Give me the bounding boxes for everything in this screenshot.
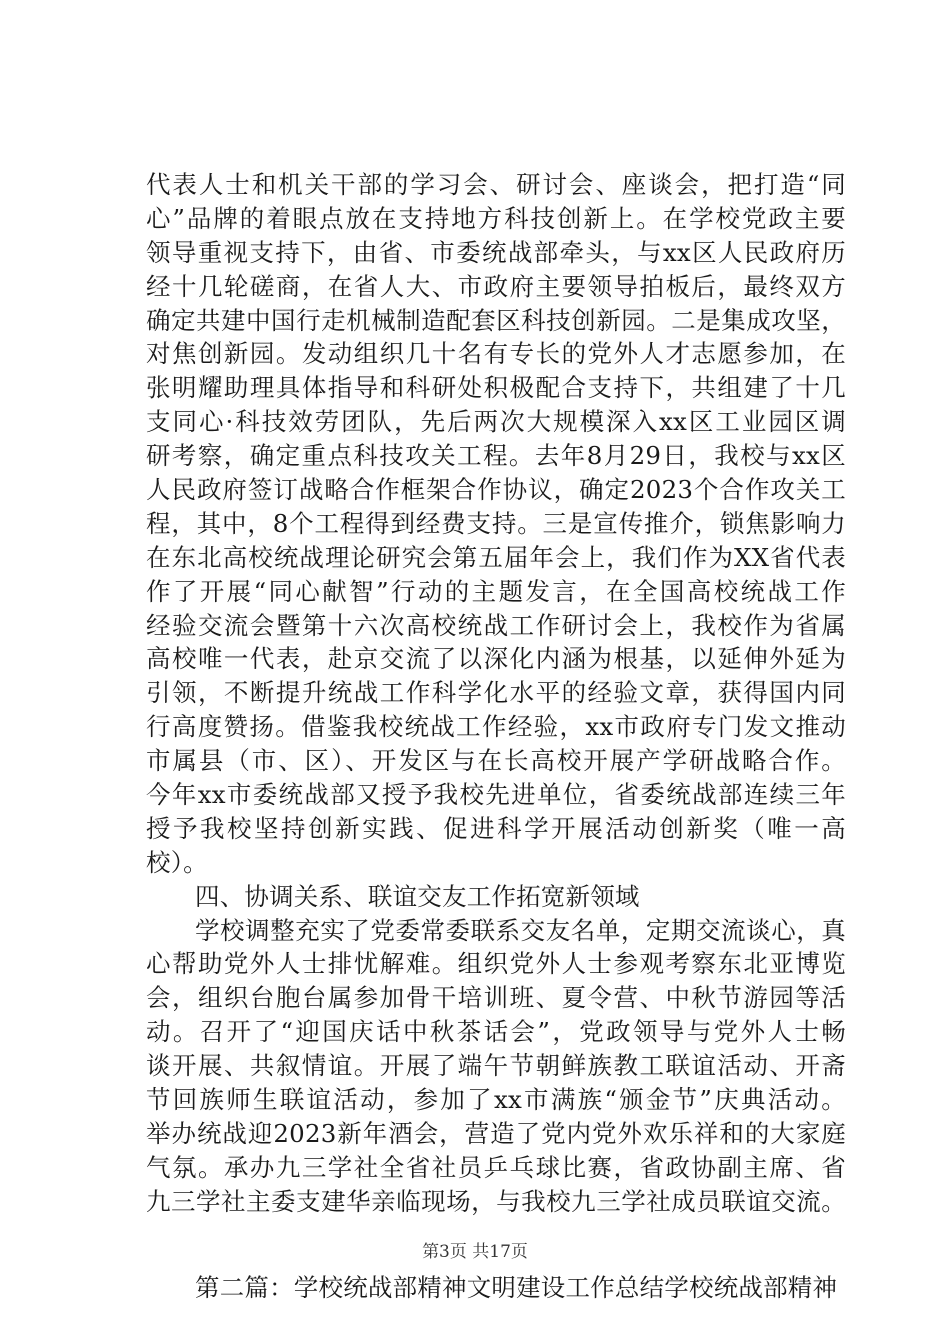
body-line: 高校唯一代表，赴京交流了以深化内涵为根基，以延伸外延为 <box>146 644 846 674</box>
body-line: 作了开展“同心献智”行动的主题发言，在全国高校统战工作 <box>146 576 846 606</box>
body-line: 确定共建中国行走机械制造配套区科技创新园。二是集成攻坚， <box>146 305 846 335</box>
body-line: 授予我校坚持创新实践、促进科学开展活动创新奖（唯一高 <box>146 813 846 843</box>
body-line: 市属县（市、区）、开发区与在长高校开展产学研战略合作。 <box>146 746 846 776</box>
section-line: 举办统战迎2023新年酒会，营造了党内党外欢乐祥和的大家庭 <box>146 1118 846 1148</box>
body-line: 在东北高校统战理论研究会第五届年会上，我们作为XX省代表 <box>146 542 846 572</box>
document-body <box>146 168 846 1305</box>
body-line: 研考察，确定重点科技攻关工程。去年8月29日，我校与xx区 <box>146 441 846 471</box>
body-line: 校）。 <box>146 847 208 877</box>
body-line: 人民政府签订战略合作框架合作协议，确定2023个合作攻关工 <box>146 475 846 505</box>
section-line: 节回族师生联谊活动，参加了xx市满族“颁金节”庆典活动。 <box>146 1085 846 1115</box>
body-line: 经验交流会暨第十六次高校统战工作研讨会上，我校作为省属 <box>146 610 846 640</box>
body-line: 行高度赞扬。借鉴我校统战工作经验，xx市政府专门发文推动 <box>146 712 846 742</box>
body-line: 经十几轮磋商，在省人大、市政府主要领导拍板后，最终双方 <box>146 271 846 301</box>
section-line: 学校调整充实了党委常委联系交友名单，定期交流谈心，真 <box>195 915 846 945</box>
body-line: 张明耀助理具体指导和科研处积极配合支持下，共组建了十几 <box>146 373 846 403</box>
page-footer: 第3页 共17页 <box>422 1242 528 1262</box>
section-line: 心帮助党外人士排忧解难。组织党外人士参观考察东北亚博览 <box>146 949 846 979</box>
section-line: 会，组织台胞台属参加骨干培训班、夏令营、中秋节游园等活 <box>146 983 846 1013</box>
section-line: 九三学社主委支建华亲临现场，与我校九三学社成员联谊交流。 <box>146 1186 846 1216</box>
body-line: 领导重视支持下，由省、市委统战部牵头，与xx区人民政府历 <box>146 237 846 267</box>
body-line: 代表人士和机关干部的学习会、研讨会、座谈会，把打造“同 <box>146 170 846 199</box>
body-line: 对焦创新园。发动组织几十名有专长的党外人才志愿参加，在 <box>146 339 846 369</box>
next-article-title: 第二篇：学校统战部精神文明建设工作总结学校统战部精神 <box>195 1272 838 1302</box>
body-line: 程，其中，8个工程得到经费支持。三是宣传推介，锁焦影响力 <box>146 508 846 538</box>
body-line: 心”品牌的着眼点放在支持地方科技创新上。在学校党政主要 <box>146 203 846 233</box>
section-line: 气氛。承办九三学社全省社员乒乓球比赛，省政协副主席、省 <box>146 1152 846 1182</box>
body-line: 引领，不断提升统战工作科学化水平的经验文章，获得国内同 <box>146 678 846 708</box>
section-heading: 四、协调关系、联谊交友工作拓宽新领域 <box>195 881 640 911</box>
section-line: 谈开展、共叙情谊。开展了端午节朝鲜族教工联谊活动、开斋 <box>146 1051 846 1081</box>
section-line: 动。召开了“迎国庆话中秋茶话会”，党政领导与党外人士畅 <box>146 1017 846 1047</box>
body-line: 支同心·科技效劳团队，先后两次大规模深入xx区工业园区调 <box>146 407 846 437</box>
body-line: 今年xx市委统战部又授予我校先进单位，省委统战部连续三年 <box>146 780 846 810</box>
